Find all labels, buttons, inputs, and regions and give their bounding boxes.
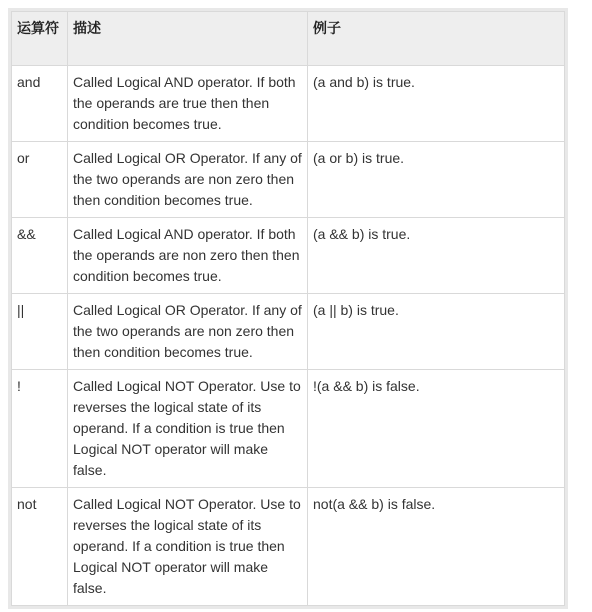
logical-operators-table: [11, 11, 565, 606]
example-cell: not(a && b) is false.: [308, 488, 565, 606]
operator-cell: not: [12, 488, 68, 606]
example-cell: (a && b) is true.: [308, 218, 565, 294]
description-cell: Called Logical AND operator. If both the operands are non zero then then condition becomes true.: [68, 218, 308, 294]
example-cell: (a || b) is true.: [308, 294, 565, 370]
operator-cell: ||: [12, 294, 68, 370]
example-cell: !(a && b) is false.: [308, 370, 565, 488]
header-operator: 运算符: [12, 12, 68, 66]
operator-cell: or: [12, 142, 68, 218]
description-cell: Called Logical NOT Operator. Use to reverses the logical state of its operand. If a condition is true then Logical NOT operator will make false.: [68, 488, 308, 606]
table-row: [12, 142, 565, 218]
table-row: [12, 488, 565, 606]
table-row: [12, 370, 565, 488]
table-row: [12, 66, 565, 142]
table-row: [12, 218, 565, 294]
example-cell: (a or b) is true.: [308, 142, 565, 218]
header-description: 描述: [68, 12, 308, 66]
table-header-row: [12, 12, 565, 66]
operators-table-container: [8, 8, 568, 609]
operator-cell: &&: [12, 218, 68, 294]
operator-cell: !: [12, 370, 68, 488]
description-cell: Called Logical NOT Operator. Use to reverses the logical state of its operand. If a condition is true then Logical NOT operator will make false.: [68, 370, 308, 488]
example-cell: (a and b) is true.: [308, 66, 565, 142]
description-cell: Called Logical AND operator. If both the operands are true then then condition becomes true.: [68, 66, 308, 142]
operator-cell: and: [12, 66, 68, 142]
table-row: [12, 294, 565, 370]
description-cell: Called Logical OR Operator. If any of the two operands are non zero then then condition becomes true.: [68, 142, 308, 218]
description-cell: Called Logical OR Operator. If any of the two operands are non zero then then condition becomes true.: [68, 294, 308, 370]
header-example: 例子: [308, 12, 565, 66]
